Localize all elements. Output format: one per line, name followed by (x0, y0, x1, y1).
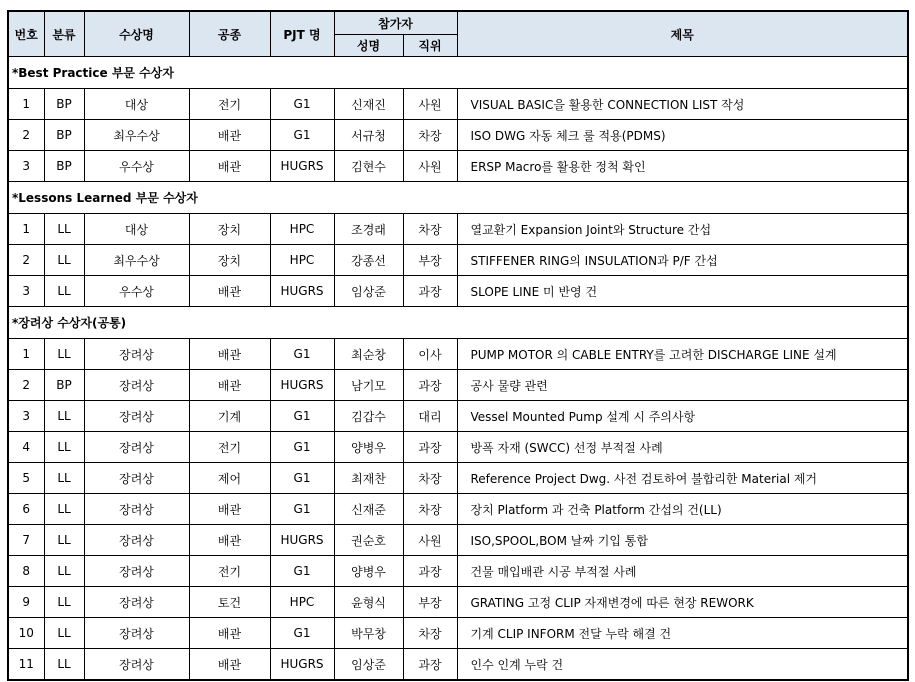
table-row (8, 120, 908, 151)
cell-title: 열교환기 Expansion Joint와 Structure 간섭 (457, 214, 908, 245)
cell-discipline: 배관 (189, 276, 270, 307)
cell-title: 공사 물량 관련 (457, 370, 908, 401)
cell-pjt: G1 (270, 463, 334, 494)
cell-name: 강종선 (334, 245, 403, 276)
cell-pjt: HUGRS (270, 525, 334, 556)
cell-title: 건물 매입배관 시공 부적절 사례 (457, 556, 908, 587)
table-row (8, 587, 908, 618)
cell-award: 장려상 (84, 649, 189, 681)
cell-category: LL (44, 214, 84, 245)
cell-no: 9 (8, 587, 44, 618)
cell-award: 대상 (84, 214, 189, 245)
cell-position: 이사 (403, 339, 457, 370)
cell-category: LL (44, 618, 84, 649)
cell-award: 우수상 (84, 151, 189, 182)
cell-category: BP (44, 120, 84, 151)
cell-award: 장려상 (84, 463, 189, 494)
cell-award: 장려상 (84, 339, 189, 370)
table-header (8, 11, 908, 57)
cell-position: 사원 (403, 151, 457, 182)
table-row (8, 339, 908, 370)
cell-no: 6 (8, 494, 44, 525)
cell-no: 1 (8, 89, 44, 120)
cell-award: 장려상 (84, 525, 189, 556)
section-row (8, 182, 908, 214)
cell-pjt: G1 (270, 556, 334, 587)
header-title: 제목 (457, 11, 908, 57)
cell-position: 과장 (403, 370, 457, 401)
cell-no: 5 (8, 463, 44, 494)
cell-title: 장치 Platform 과 건축 Platform 간섭의 건(LL) (457, 494, 908, 525)
table-row (8, 245, 908, 276)
header-pjt: PJT 명 (270, 11, 334, 57)
cell-position: 부장 (403, 245, 457, 276)
cell-award: 대상 (84, 89, 189, 120)
cell-title: SLOPE LINE 미 반영 건 (457, 276, 908, 307)
cell-title: GRATING 고정 CLIP 자재변경에 따른 현장 REWORK (457, 587, 908, 618)
cell-name: 양병우 (334, 556, 403, 587)
header-category: 분류 (44, 11, 84, 57)
cell-name: 권순호 (334, 525, 403, 556)
cell-no: 8 (8, 556, 44, 587)
cell-name: 신재진 (334, 89, 403, 120)
cell-name: 윤형식 (334, 587, 403, 618)
cell-discipline: 장치 (189, 245, 270, 276)
cell-discipline: 배관 (189, 120, 270, 151)
cell-name: 양병우 (334, 432, 403, 463)
cell-discipline: 전기 (189, 89, 270, 120)
table-row (8, 89, 908, 120)
cell-no: 7 (8, 525, 44, 556)
cell-discipline: 배관 (189, 494, 270, 525)
cell-title: 기계 CLIP INFORM 전달 누락 해결 건 (457, 618, 908, 649)
cell-discipline: 전기 (189, 556, 270, 587)
cell-category: LL (44, 587, 84, 618)
cell-title: ERSP Macro를 활용한 정척 확인 (457, 151, 908, 182)
header-no: 번호 (8, 11, 44, 57)
cell-discipline: 배관 (189, 151, 270, 182)
table-row (8, 151, 908, 182)
awards-table (7, 10, 909, 681)
cell-name: 최재찬 (334, 463, 403, 494)
cell-pjt: G1 (270, 432, 334, 463)
cell-title: Reference Project Dwg. 사전 검토하여 불합리한 Material 제거 (457, 463, 908, 494)
cell-category: LL (44, 339, 84, 370)
cell-position: 차장 (403, 618, 457, 649)
cell-no: 1 (8, 214, 44, 245)
cell-title: PUMP MOTOR 의 CABLE ENTRY를 고려한 DISCHARGE LINE 설계 (457, 339, 908, 370)
cell-discipline: 제어 (189, 463, 270, 494)
cell-pjt: G1 (270, 618, 334, 649)
table-row (8, 401, 908, 432)
cell-position: 과장 (403, 556, 457, 587)
section-row (8, 307, 908, 339)
table-row (8, 494, 908, 525)
cell-name: 최순창 (334, 339, 403, 370)
cell-category: LL (44, 245, 84, 276)
cell-name: 김갑수 (334, 401, 403, 432)
cell-award: 장려상 (84, 432, 189, 463)
cell-award: 장려상 (84, 587, 189, 618)
cell-no: 3 (8, 276, 44, 307)
cell-name: 임상준 (334, 276, 403, 307)
cell-title: Vessel Mounted Pump 설계 시 주의사항 (457, 401, 908, 432)
cell-position: 과장 (403, 276, 457, 307)
cell-category: LL (44, 556, 84, 587)
cell-pjt: G1 (270, 401, 334, 432)
cell-no: 2 (8, 245, 44, 276)
cell-no: 1 (8, 339, 44, 370)
cell-no: 3 (8, 151, 44, 182)
cell-discipline: 토건 (189, 587, 270, 618)
header-discipline: 공종 (189, 11, 270, 57)
cell-discipline: 배관 (189, 618, 270, 649)
cell-position: 차장 (403, 214, 457, 245)
cell-position: 사원 (403, 525, 457, 556)
cell-no: 11 (8, 649, 44, 681)
cell-award: 장려상 (84, 618, 189, 649)
section-label: *장려상 수상자(공통) (8, 307, 908, 339)
cell-position: 과장 (403, 649, 457, 681)
cell-pjt: G1 (270, 120, 334, 151)
cell-title: ISO,SPOOL,BOM 날짜 기입 통합 (457, 525, 908, 556)
cell-category: BP (44, 89, 84, 120)
cell-pjt: HPC (270, 214, 334, 245)
header-name: 성명 (334, 35, 403, 57)
cell-discipline: 배관 (189, 370, 270, 401)
cell-position: 부장 (403, 587, 457, 618)
cell-no: 4 (8, 432, 44, 463)
cell-discipline: 배관 (189, 649, 270, 681)
cell-position: 과장 (403, 432, 457, 463)
cell-discipline: 전기 (189, 432, 270, 463)
cell-position: 사원 (403, 89, 457, 120)
cell-pjt: HUGRS (270, 649, 334, 681)
cell-category: LL (44, 276, 84, 307)
section-label: *Lessons Learned 부문 수상자 (8, 182, 908, 214)
awards-table-container (7, 10, 909, 681)
section-row (8, 57, 908, 89)
cell-name: 조경래 (334, 214, 403, 245)
cell-no: 10 (8, 618, 44, 649)
table-row (8, 370, 908, 401)
cell-title: ISO DWG 자동 체크 룰 적용(PDMS) (457, 120, 908, 151)
cell-category: BP (44, 370, 84, 401)
cell-position: 차장 (403, 463, 457, 494)
cell-award: 우수상 (84, 276, 189, 307)
table-row (8, 432, 908, 463)
cell-name: 서규청 (334, 120, 403, 151)
cell-discipline: 배관 (189, 525, 270, 556)
cell-name: 김현수 (334, 151, 403, 182)
cell-award: 장려상 (84, 556, 189, 587)
cell-name: 신재준 (334, 494, 403, 525)
cell-position: 차장 (403, 494, 457, 525)
cell-pjt: G1 (270, 89, 334, 120)
cell-title: VISUAL BASIC을 활용한 CONNECTION LIST 작성 (457, 89, 908, 120)
cell-award: 장려상 (84, 494, 189, 525)
cell-discipline: 배관 (189, 339, 270, 370)
header-participant: 참가자 (334, 11, 457, 35)
cell-category: LL (44, 494, 84, 525)
cell-pjt: HUGRS (270, 151, 334, 182)
cell-pjt: HUGRS (270, 276, 334, 307)
table-body (8, 57, 908, 681)
cell-category: LL (44, 401, 84, 432)
cell-award: 최우수상 (84, 245, 189, 276)
table-row (8, 556, 908, 587)
cell-award: 장려상 (84, 401, 189, 432)
cell-category: LL (44, 649, 84, 681)
cell-discipline: 기계 (189, 401, 270, 432)
cell-position: 차장 (403, 120, 457, 151)
cell-category: LL (44, 432, 84, 463)
header-position: 직위 (403, 35, 457, 57)
header-award: 수상명 (84, 11, 189, 57)
cell-award: 최우수상 (84, 120, 189, 151)
cell-discipline: 장치 (189, 214, 270, 245)
cell-category: LL (44, 525, 84, 556)
cell-position: 대리 (403, 401, 457, 432)
cell-title: STIFFENER RING의 INSULATION과 P/F 간섭 (457, 245, 908, 276)
table-row (8, 463, 908, 494)
table-row (8, 618, 908, 649)
cell-no: 2 (8, 120, 44, 151)
cell-category: LL (44, 463, 84, 494)
cell-category: BP (44, 151, 84, 182)
cell-pjt: HPC (270, 587, 334, 618)
table-row (8, 276, 908, 307)
cell-pjt: HPC (270, 245, 334, 276)
cell-award: 장려상 (84, 370, 189, 401)
table-row (8, 214, 908, 245)
cell-name: 박무창 (334, 618, 403, 649)
cell-no: 2 (8, 370, 44, 401)
table-row (8, 649, 908, 681)
cell-no: 3 (8, 401, 44, 432)
cell-name: 남기모 (334, 370, 403, 401)
cell-pjt: HUGRS (270, 370, 334, 401)
cell-pjt: G1 (270, 339, 334, 370)
cell-title: 방폭 자재 (SWCC) 선정 부적절 사례 (457, 432, 908, 463)
cell-title: 인수 인계 누락 건 (457, 649, 908, 681)
cell-pjt: G1 (270, 494, 334, 525)
cell-name: 임상준 (334, 649, 403, 681)
section-label: *Best Practice 부문 수상자 (8, 57, 908, 89)
table-row (8, 525, 908, 556)
